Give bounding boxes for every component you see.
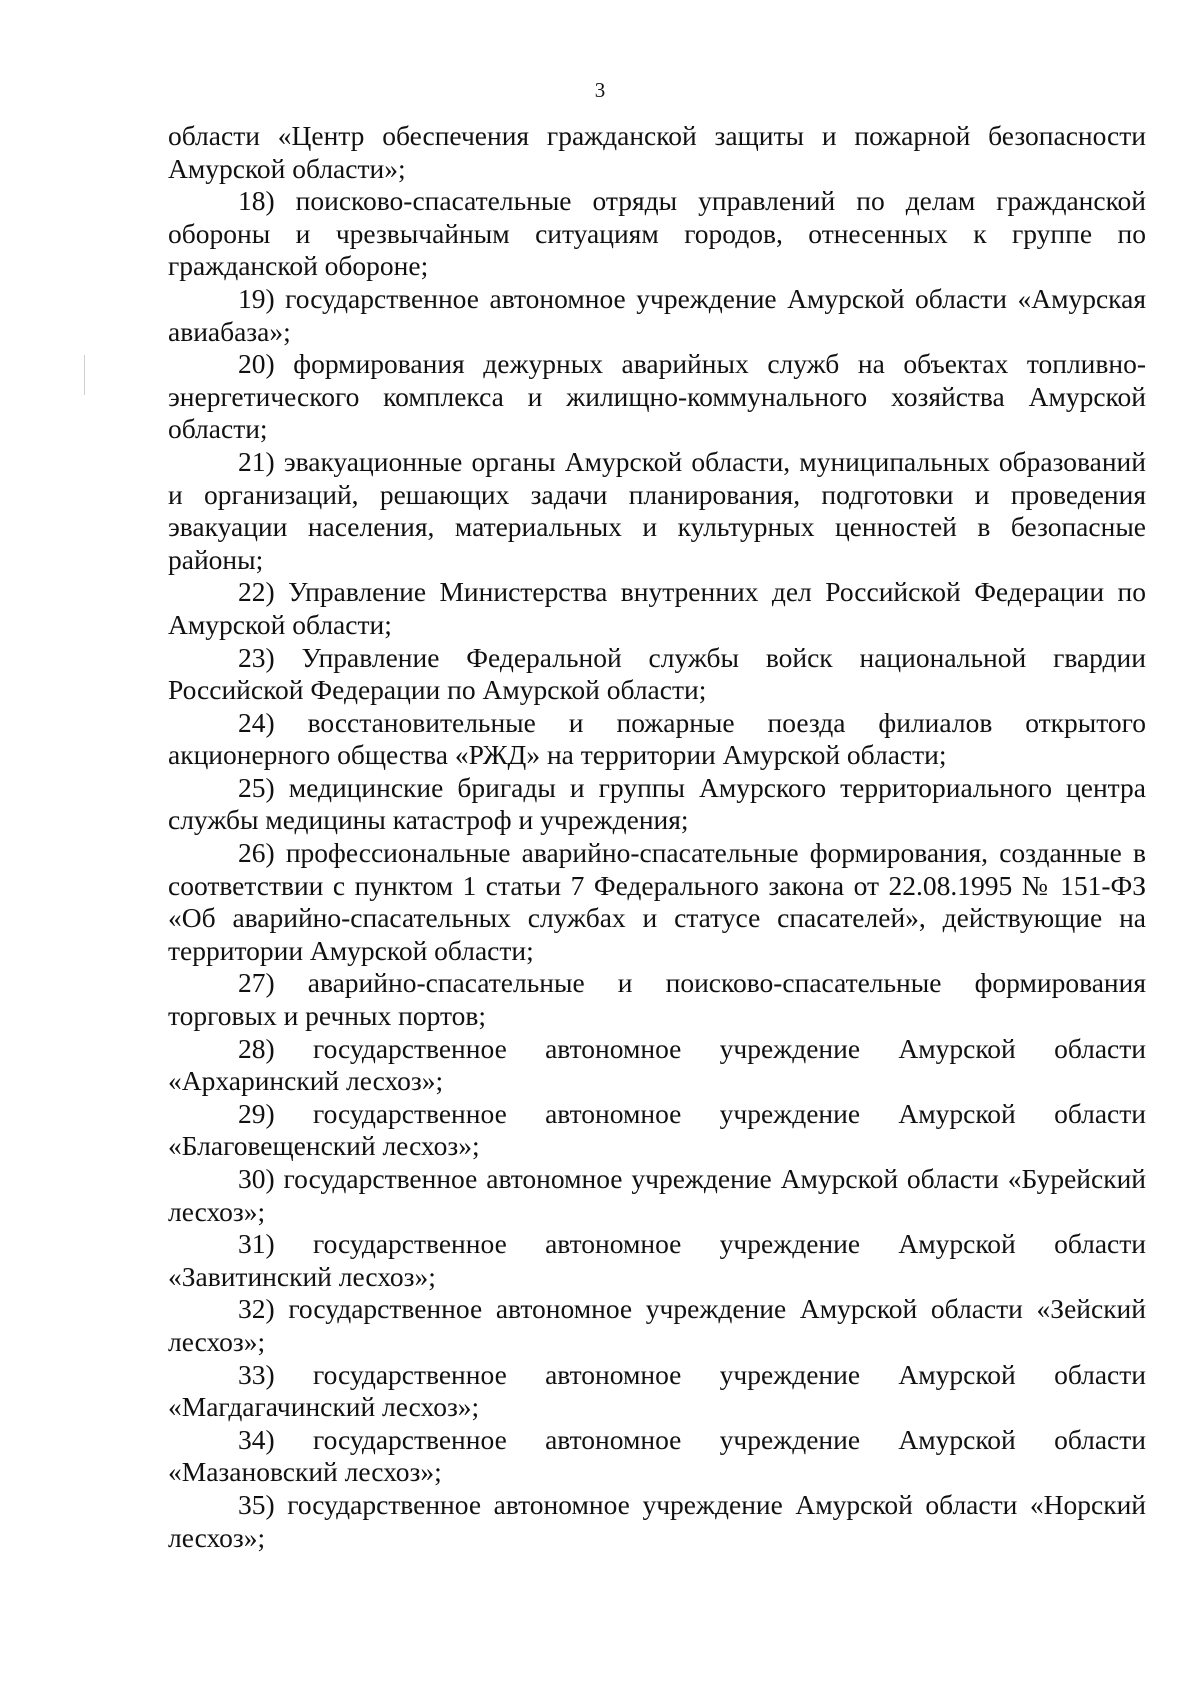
document-body xyxy=(168,120,1146,1554)
list-item-33: 33) государственное автономное учреждение Амурской области «Магдагачинский лесхоз»; xyxy=(168,1358,1146,1423)
list-item-24: 24) восстановительные и пожарные поезда филиалов открытого акционерного общества «РЖД» на территории Амурской области; xyxy=(168,706,1146,771)
list-item-31: 31) государственное автономное учреждение Амурской области «Завитинский лесхоз»; xyxy=(168,1228,1146,1292)
list-item-18: 18) поисково-спасательные отряды управлений по делам гражданской обороны и чрезвычайным ситуациям городов, отнесенных к группе по гражданской обороне; xyxy=(168,185,1146,282)
list-item-25: 25) медицинские бригады и группы Амурского территориального центра службы медицины катастроф и учреждения; xyxy=(168,771,1146,836)
list-item-26: 26) профессиональные аварийно-спасательные формирования, созданные в соответствии с пунктом 1 статьи 7 Федерального закона от 22.08.1995 № 151-ФЗ «Об аварийно-спасательных службах и статусе спасателей», действующие на территории Амурской области; xyxy=(168,837,1146,966)
paragraph-continuation: области «Центр обеспечения гражданской защиты и пожарной безопасности Амурской области»; xyxy=(168,120,1146,184)
list-item-32: 32) государственное автономное учреждение Амурской области «Зейский лесхоз»; xyxy=(168,1293,1146,1357)
list-item-30: 30) государственное автономное учреждение Амурской области «Бурейский лесхоз»; xyxy=(168,1163,1146,1227)
list-item-27: 27) аварийно-спасательные и поисково-спасательные формирования торговых и речных портов; xyxy=(168,967,1146,1032)
list-item-22: 22) Управление Министерства внутренних дел Российской Федерации по Амурской области; xyxy=(168,576,1146,640)
list-item-35: 35) государственное автономное учреждение Амурской области «Норский лесхоз»; xyxy=(168,1488,1146,1553)
list-item-29: 29) государственное автономное учреждение Амурской области «Благовещенский лесхоз»; xyxy=(168,1097,1146,1162)
list-item-21: 21) эвакуационные органы Амурской области, муниципальных образований и организаций, решающих задачи планирования, подготовки и проведения эвакуации населения, материальных и культурных ценностей в безопасные районы; xyxy=(168,445,1146,575)
list-item-34: 34) государственное автономное учреждение Амурской области «Мазановский лесхоз»; xyxy=(168,1423,1146,1488)
list-item-20: 20) формирования дежурных аварийных служб на объектах топливно-энергетического комплекса и жилищно-коммунального хозяйства Амурской области; xyxy=(168,348,1146,445)
scan-artifact-line xyxy=(84,355,85,395)
list-item-23: 23) Управление Федеральной службы войск национальной гвардии Российской Федерации по Амурской области; xyxy=(168,641,1146,706)
page-number: 3 xyxy=(594,78,606,102)
list-item-28: 28) государственное автономное учреждение Амурской области «Архаринский лесхоз»; xyxy=(168,1032,1146,1097)
list-item-19: 19) государственное автономное учреждение Амурской области «Амурская авиабаза»; xyxy=(168,282,1146,347)
